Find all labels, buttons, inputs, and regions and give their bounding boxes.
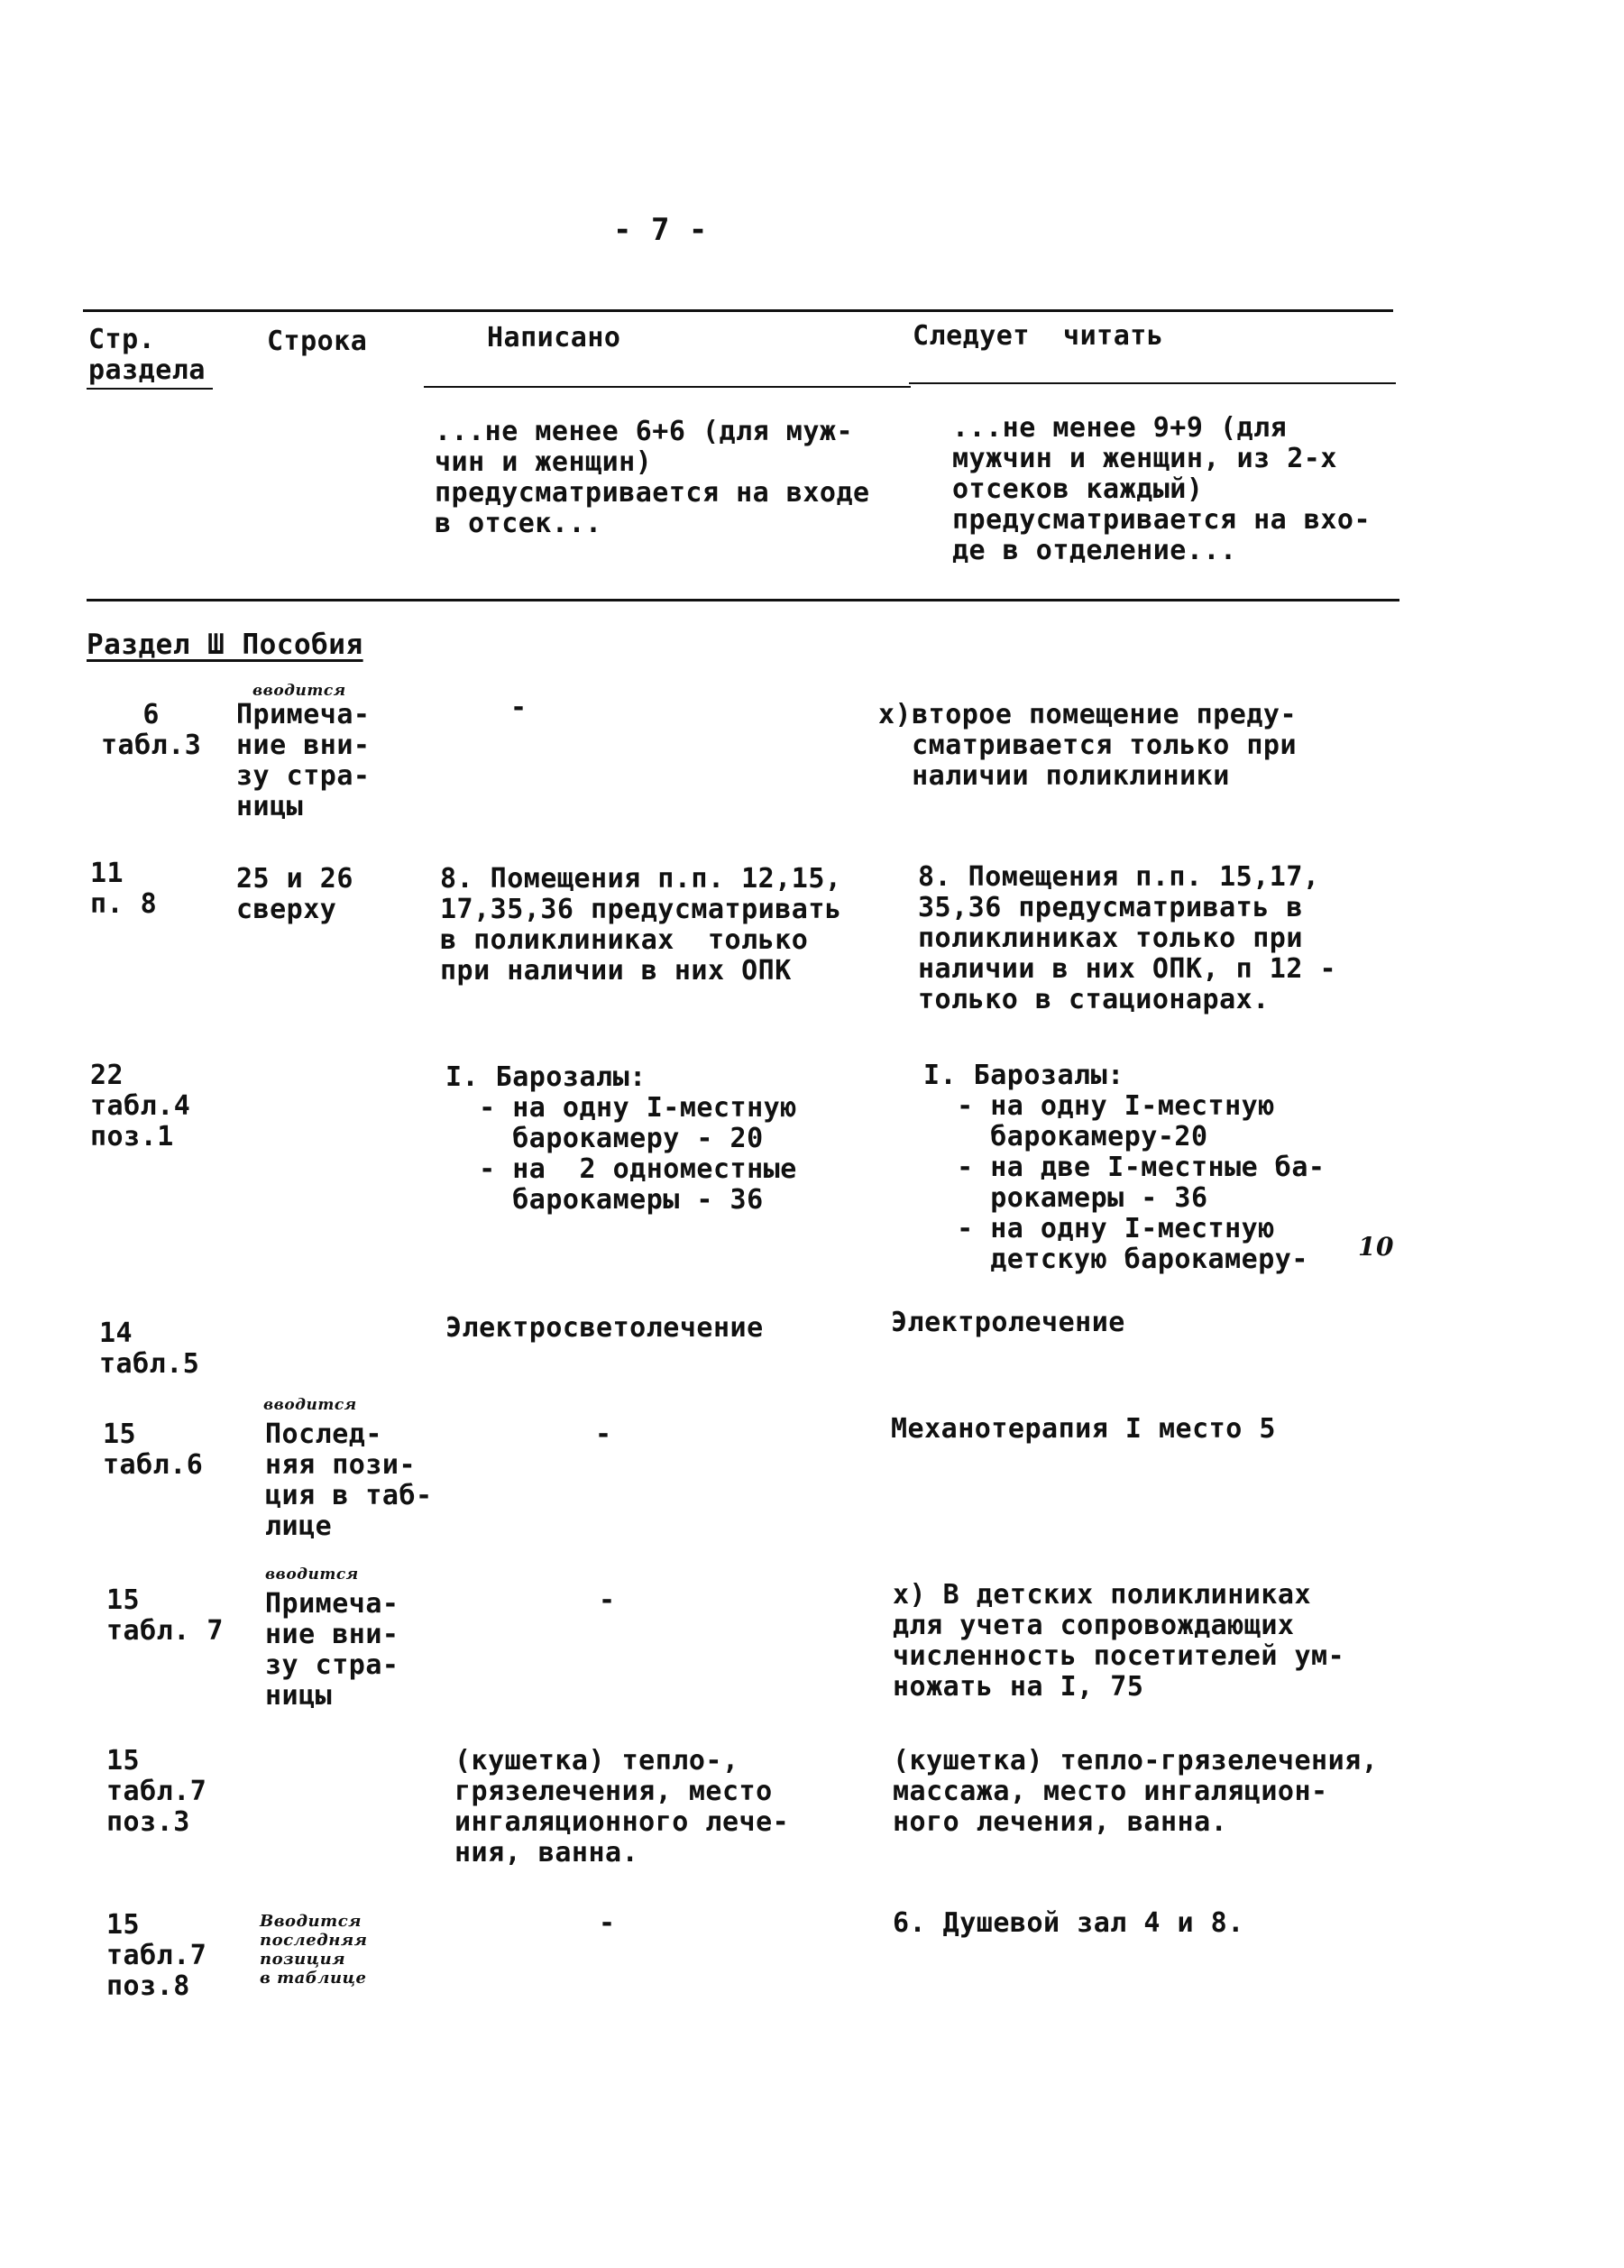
- row4-read: Электролечение: [891, 1307, 1125, 1338]
- header-bottom-rule: [87, 599, 1399, 601]
- row5-page: 15 табл.6: [103, 1419, 204, 1481]
- row1-page: 6 табл.3: [101, 699, 202, 761]
- header-col-written: Написано: [487, 322, 621, 354]
- row7-written: (кушетка) тепло-, грязелечения, место ингаляционного лече- ния, ванна.: [454, 1745, 790, 1869]
- header-col-line: Строка: [267, 326, 368, 357]
- header-page-underline: [87, 388, 213, 390]
- row7-page: 15 табл.7 поз.3: [106, 1745, 207, 1838]
- row7-read: (кушетка) тепло-грязелечения, массажа, место ингаляцион- ного лечения, ванна.: [893, 1745, 1379, 1838]
- row6-line: Примеча- ние вни- зу стра- ницы: [265, 1588, 399, 1712]
- row8-line-handwritten: Вводится последняя позиция в таблице: [260, 1912, 368, 1988]
- row3-written: I. Барозалы: - на одну I-местную барокамеру - 20 - на 2 одноместные барокамеры - 36: [445, 1061, 797, 1216]
- row6-written: -: [599, 1584, 616, 1616]
- row5-note: вводится: [263, 1396, 357, 1414]
- row6-note: вводится: [265, 1566, 359, 1584]
- header-mid-rule-written: [424, 386, 911, 388]
- row8-read: 6. Душевой зал 4 и 8.: [893, 1907, 1244, 1939]
- row3-page: 22 табл.4 поз.1: [90, 1060, 191, 1152]
- row5-written: -: [595, 1419, 612, 1450]
- header-col-page: Стр. раздела: [88, 324, 206, 386]
- row4-written: Электросветолечение: [445, 1312, 764, 1344]
- section-title: Раздел Ш Пособия: [87, 629, 363, 661]
- header-top-rule: [83, 309, 1393, 312]
- row6-page: 15 табл. 7: [106, 1584, 224, 1647]
- row6-read: х) В детских поликлиниках для учета сопровождающих численность посетителей ум- ножать на I, 75: [893, 1579, 1345, 1703]
- row1-written: -: [510, 692, 528, 723]
- row1-note: вводится: [252, 682, 346, 700]
- row3-read-handwritten: 10: [1358, 1232, 1394, 1262]
- row3-read: I. Барозалы: - на одну I-местную барокамеру-20 - на две I-местные ба- рокамеры - 36 - на одну I-местную детскую барокамеру-: [923, 1060, 1326, 1275]
- row0-read: ...не менее 9+9 (для мужчин и женщин, из 2-х отсеков каждый) предусматривается на вхо- де в отделение...: [952, 412, 1372, 566]
- row5-read: Механотерапия I место 5: [891, 1413, 1276, 1445]
- row0-written: ...не менее 6+6 (для муж- чин и женщин) предусматривается на входе в отсек...: [435, 416, 870, 539]
- row1-line: Примеча- ние вни- зу стра- ницы: [236, 699, 371, 822]
- row5-line: Послед- няя пози- ция в таб- лице: [265, 1419, 433, 1542]
- row2-read: 8. Помещения п.п. 15,17, 35,36 предусматривать в поликлиниках только при наличии в них ОПК, п 12 - только в стационарах.: [918, 861, 1337, 1015]
- row2-line: 25 и 26 сверху: [236, 863, 353, 925]
- row2-written: 8. Помещения п.п. 12,15, 17,35,36 предусматривать в поликлиниках только при наличии в них ОПК: [440, 863, 842, 987]
- row1-read: х)второе помещение преду- сматривается только при наличии поликлиники: [878, 699, 1298, 792]
- row8-page: 15 табл.7 поз.8: [106, 1909, 207, 2002]
- row8-written: -: [599, 1907, 616, 1939]
- header-mid-rule-read: [909, 382, 1396, 384]
- header-col-read: Следует читать: [913, 320, 1164, 352]
- row4-page: 14 табл.5: [99, 1318, 200, 1380]
- row2-page: 11 п. 8: [90, 858, 158, 920]
- page-number: - 7 -: [613, 212, 708, 248]
